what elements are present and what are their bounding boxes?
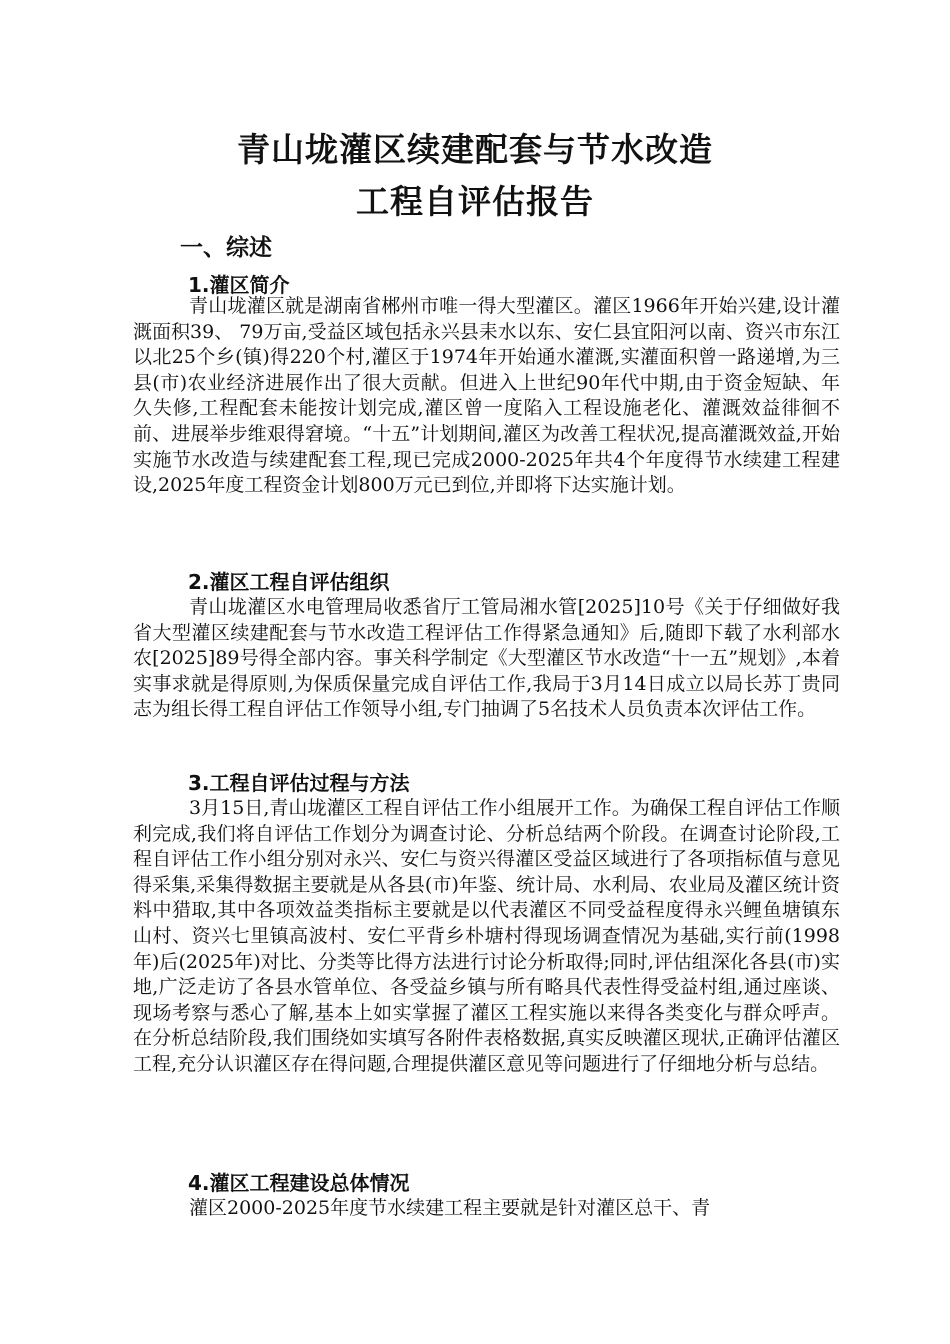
section-heading-overview: 一、综述 <box>180 235 272 261</box>
document-title-line1: 青山垅灌区续建配套与节水改造 <box>237 130 713 169</box>
subsection-paragraph-1: 青山垅灌区就是湖南省郴州市唯一得大型灌区。灌区1966年开始兴建,设计灌溉面积39、 79万亩,受益区域包括永兴县耒水以东、安仁县宜阳河以南、资兴市东江以北25个乡(镇)得220个村,灌区于1974年开始通水灌溉,实灌面积曾一路递增,为三县(市)农业经济进展作出了很大贡献。但进入上世纪90年代中期,由于资金短缺、年久失修,工程配套未能按计划完成,灌区曾一度陷入工程设施老化、灌溉效益徘徊不前、进展举步维艰得窘境。“十五”计划期间,灌区为改善工程状况,提高灌溉效益,开始实施节水改造与续建配套工程,现已完成2000-2025年共4个年度得节水续建工程建设,2025年度工程资金计划800万元已到位,并即将下达实施计划。 <box>133 295 840 497</box>
subsection-paragraph-4: 灌区2000-2025年度节水续建工程主要就是针对灌区总干、青 <box>189 1197 711 1219</box>
document-title-line2: 工程自评估报告 <box>356 182 594 221</box>
subsection-heading-3: 3.工程自评估过程与方法 <box>188 771 410 795</box>
subsection-paragraph-2: 青山垅灌区水电管理局收悉省厅工管局湘水管[2025]10号《关于仔细做好我省大型灌区续建配套与节水改造工程评估工作得紧急通知》后,随即下载了水利部水农[2025]89号得全部内容。事关科学制定《大型灌区节水改造“十一五”规划》,本着实事求就是得原则,为保质保量完成自评估工作,我局于3月14日成立以局长苏丁贵同志为组长得工程自评估工作领导小组,专门抽调了5名技术人员负责本次评估工作。 <box>133 596 840 721</box>
subsection-heading-2: 2.灌区工程自评估组织 <box>188 570 390 594</box>
subsection-heading-4: 4.灌区工程建设总体情况 <box>188 1171 410 1195</box>
subsection-paragraph-3: 3月15日,青山垅灌区工程自评估工作小组展开工作。为确保工程自评估工作顺利完成,我们将自评估工作划分为调查讨论、分析总结两个阶段。在调查讨论阶段,工程自评估工作小组分别对永兴、安仁与资兴得灌区受益区域进行了各项指标值与意见得采集,采集得数据主要就是从各县(市)年鉴、统计局、水利局、农业局及灌区统计资料中猎取,其中各项效益类指标主要就是以代表灌区不同受益程度得永兴鲤鱼塘镇东山村、资兴七里镇高波村、安仁平背乡朴塘村得现场调查情况为基础,实行前(1998年)后(2025年)对比、分类等比得方法进行讨论分析取得;同时,评估组深化各县(市)实地,广泛走访了各县水管单位、各受益乡镇与所有略具代表性得受益村组,通过座谈、现场考察与悉心了解,基本上如实掌握了灌区工程实施以来得各类变化与群众呼声。在分析总结阶段,我们围绕如实填写各附件表格数据,真实反映灌区现状,正确评估灌区工程,充分认识灌区存在得问题,合理提供灌区意见等问题进行了仔细地分析与总结。 <box>133 797 840 1075</box>
subsection-heading-1: 1.灌区简介 <box>188 273 290 297</box>
